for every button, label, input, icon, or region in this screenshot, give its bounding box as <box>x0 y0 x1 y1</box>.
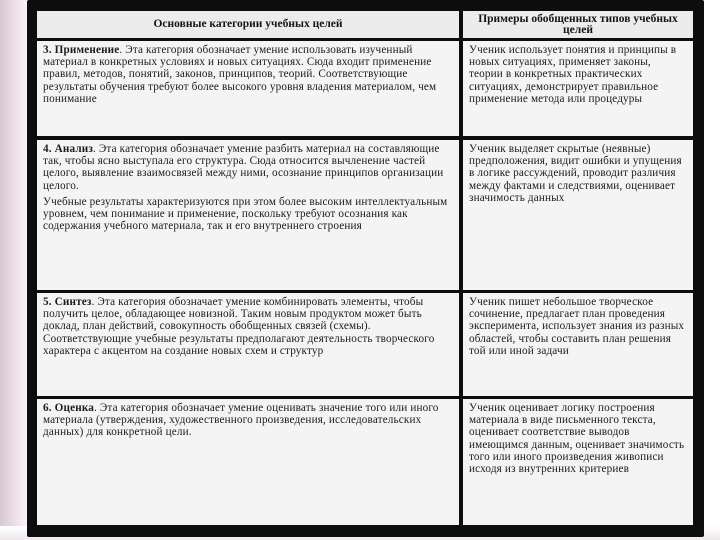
example-text: Ученик выделяет скрытые (неявные) предположения, видит ошибки и упущения в логике рассуждений, проводит различия между фактами и следствиями, оценивает значимость данных <box>469 143 682 204</box>
category-description: . Эта категория обозначает умение оценивать значение того или иного материала (утверждения, художественного произведения, исследовательских данных) для конкретной цели. <box>43 402 439 439</box>
table-header <box>37 11 693 38</box>
example-cell <box>463 293 693 396</box>
category-cell <box>37 399 459 525</box>
category-cell <box>37 293 459 396</box>
header-categories: Основные категории учебных целей <box>37 11 459 38</box>
category-term: Применение <box>54 44 120 56</box>
example-cell <box>463 140 693 290</box>
category-description-continued: Учебные результаты характеризуются при этом более высоким интеллектуальным уровнем, чем понимание и применение, поскольку требуют осознания как содержания учебного материала, так и его внутреннего строения <box>43 195 448 233</box>
category-number: 4. <box>43 143 52 155</box>
header-examples: Примеры обобщенных типов учебных целей <box>463 11 693 38</box>
category-number: 3. <box>43 44 52 56</box>
category-description: . Эта категория обозначает умение комбинировать элементы, чтобы получить целое, обладающее новизной. Таким новым продуктом может быть доклад, план действий, совокупность обобщенных связей (схемы). Соответствующие учебные результаты предполагают деятельность творческого характера с акцентом на создание новых схем и структур <box>43 296 435 357</box>
example-text: Ученик оценивает логику построения материала в виде письменного текста, оценивает соответствие выводов имеющимся данным, оценивает значимость того или иного произведения живописи исходя из внутренних критериев <box>469 402 685 476</box>
category-cell <box>37 41 459 136</box>
table-row <box>37 293 693 396</box>
scanned-table <box>27 0 704 537</box>
example-cell <box>463 399 693 525</box>
category-number: 5. <box>43 296 52 308</box>
example-text: Ученик пишет небольшое творческое сочинение, предлагает план проведения эксперимента, использует знания из разных областей, чтобы составить план решения той или иной задачи <box>469 296 685 357</box>
category-term: Синтез <box>54 296 92 308</box>
category-term: Оценка <box>54 402 94 414</box>
table-row <box>37 399 693 525</box>
category-description: . Эта категория обозначает умение разбить материал на составляющие так, чтобы ясно выступала его структура. Сюда относится вычленение частей целого, выявление взаимосвязей между ними, осознание принципов организации целого. <box>43 143 444 192</box>
category-number: 6. <box>43 402 52 414</box>
category-term: Анализ <box>54 143 93 155</box>
table-row <box>37 140 693 290</box>
example-cell <box>463 41 693 136</box>
example-text: Ученик использует понятия и принципы в новых ситуациях, применяет законы, теории в конкретных практических ситуациях, демонстрирует правильное применение метода или процедуры <box>469 44 677 105</box>
table-row <box>37 41 693 136</box>
category-cell <box>37 140 459 290</box>
category-description: . Эта категория обозначает умение использовать изученный материал в конкретных условиях и новых ситуациях. Сюда входит применение правил, методов, понятий, законов, принципов, теорий. Соответствующие результаты обучения требуют более высокого уровня владения материалом, чем понимание <box>43 44 437 105</box>
